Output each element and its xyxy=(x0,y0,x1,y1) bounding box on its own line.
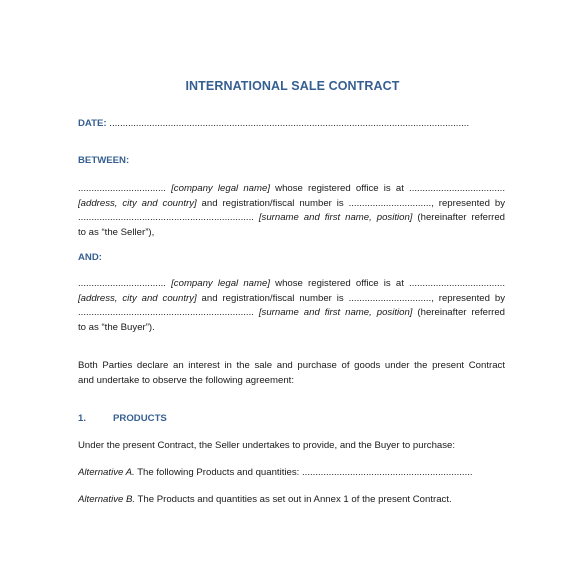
address-placeholder: [address, city and country] xyxy=(78,292,197,304)
dots: ............................... xyxy=(348,197,432,209)
alternative-b-text: The Products and quantities as set out in Annex 1 of the present Contract. xyxy=(135,494,452,505)
between-heading: BETWEEN: xyxy=(78,155,130,166)
text: (hereinafter referred xyxy=(412,307,505,318)
text: , represented by xyxy=(431,292,505,304)
text: (hereinafter referred xyxy=(412,212,505,223)
text: whose registered office is at xyxy=(270,278,410,289)
seller-line-2 xyxy=(78,197,505,212)
party-buyer-block xyxy=(78,277,505,335)
alternative-b-line xyxy=(78,493,505,508)
dots: ................................. xyxy=(78,278,166,289)
representative-placeholder: [surname and first name, position] xyxy=(258,212,413,223)
dots: .................................... xyxy=(409,278,505,289)
declaration-line-2: and undertake to observe the following agreement: xyxy=(78,374,294,386)
section-number: 1. xyxy=(78,413,87,424)
date-label: DATE: xyxy=(78,118,107,129)
alternative-a-label: Alternative A. xyxy=(78,467,135,478)
alternative-a-dots: ................................................................ xyxy=(302,467,473,478)
alternative-b-label: Alternative B. xyxy=(78,494,136,505)
seller-line-3 xyxy=(78,211,505,226)
address-placeholder: [address, city and country] xyxy=(78,197,197,209)
representative-placeholder: [surname and first name, position] xyxy=(258,307,413,318)
seller-line-4: to as “the Seller”), xyxy=(78,226,155,238)
and-heading: AND: xyxy=(78,252,102,263)
dots: ................................. xyxy=(78,183,166,194)
declaration-line-1: Both Parties declare an interest in the sale and purchase of goods under the present Contract xyxy=(78,360,505,371)
under-contract-text: Under the present Contract, the Seller undertakes to provide, and the Buyer to purchase: xyxy=(78,440,456,451)
party-seller-block xyxy=(78,182,505,240)
company-name-placeholder: [company legal name] xyxy=(171,183,270,194)
text: and registration/fiscal number is xyxy=(196,197,349,209)
section-heading-products xyxy=(78,412,505,427)
alternative-a-text: The following Products and quantities: xyxy=(134,467,302,478)
text: and registration/fiscal number is xyxy=(196,292,349,304)
buyer-line-2 xyxy=(78,292,505,307)
document-title: INTERNATIONAL SALE CONTRACT xyxy=(185,79,400,93)
alternative-a-line xyxy=(78,466,505,481)
buyer-line-1 xyxy=(78,277,505,292)
company-name-placeholder: [company legal name] xyxy=(171,278,270,289)
section-title: PRODUCTS xyxy=(113,413,167,424)
dots: ............................... xyxy=(348,292,432,304)
declaration-paragraph xyxy=(78,359,505,388)
dots: .................................... xyxy=(409,183,505,194)
dots: .................................................................. xyxy=(78,307,254,318)
date-dots: ....................................................................................................................................... xyxy=(109,118,470,129)
text: , represented by xyxy=(431,197,505,209)
seller-line-1 xyxy=(78,182,505,197)
buyer-line-3 xyxy=(78,306,505,321)
text: whose registered office is at xyxy=(270,183,410,194)
date-line xyxy=(78,117,505,132)
buyer-line-4: to as “the Buyer”). xyxy=(78,321,155,333)
dots: .................................................................. xyxy=(78,212,254,223)
